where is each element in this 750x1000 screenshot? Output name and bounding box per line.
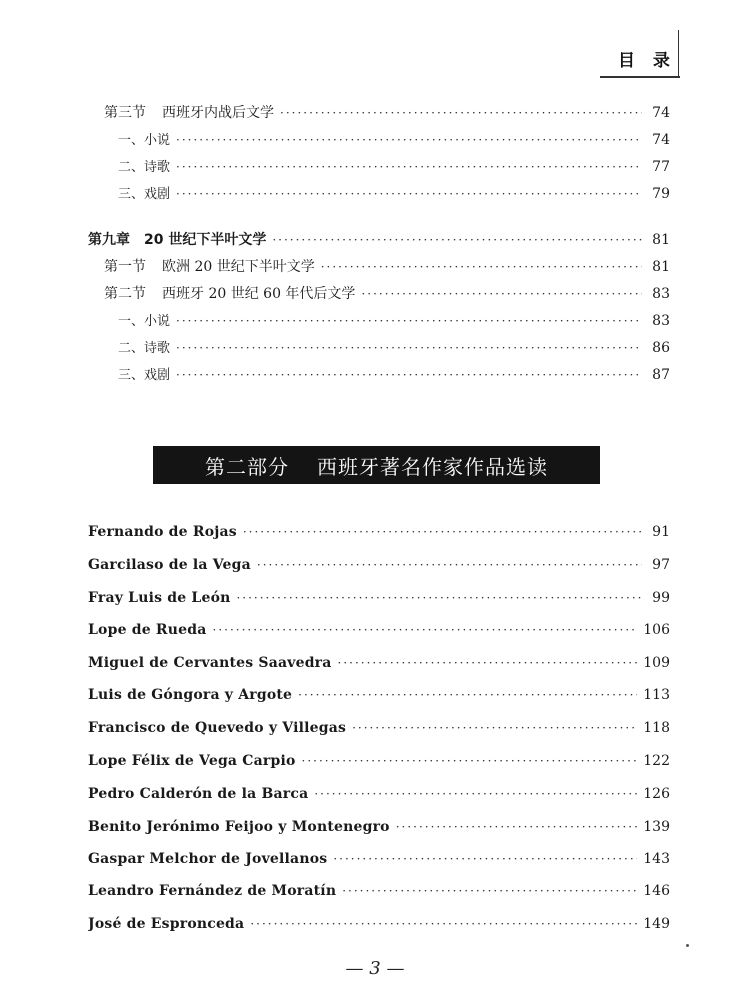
toc-row[interactable] [104, 283, 670, 303]
toc-page-number: 79 [652, 186, 670, 202]
leader-dots [176, 368, 642, 382]
author-row[interactable] [88, 786, 670, 802]
margin-dot [686, 944, 689, 947]
leader-dots [176, 187, 642, 201]
part-title: 西班牙著名作家作品选读 [317, 454, 548, 479]
author-page-number: 97 [652, 557, 670, 573]
author-page-number: 118 [643, 720, 670, 736]
toc-page-number: 77 [652, 159, 670, 175]
leader-dots [176, 160, 642, 174]
author-name: Francisco de Quevedo y Villegas [88, 720, 347, 736]
author-row[interactable] [88, 655, 670, 671]
author-name: Benito Jerónimo Feijoo y Montenegro [88, 819, 390, 835]
author-row[interactable] [88, 916, 670, 932]
toc-page-number: 86 [652, 340, 670, 356]
author-page-number: 109 [643, 655, 670, 671]
author-page-number: 99 [652, 590, 670, 606]
toc-row[interactable] [118, 337, 670, 356]
leader-dots [250, 917, 637, 931]
leader-dots [321, 260, 642, 274]
toc-page-number: 74 [652, 132, 670, 148]
header-rule-horizontal [600, 76, 680, 78]
toc-entry-label: 三、戏剧 [118, 187, 171, 202]
leader-dots [302, 754, 638, 768]
part-two-banner [153, 446, 600, 484]
toc-page-number: 81 [652, 259, 670, 275]
author-row[interactable] [88, 524, 670, 540]
author-row[interactable] [88, 590, 670, 606]
author-name: Garcilaso de la Vega [88, 557, 251, 573]
leader-dots [176, 133, 642, 147]
toc-row[interactable] [104, 102, 670, 122]
toc-chapter-row[interactable] [88, 229, 670, 249]
leader-dots [243, 525, 642, 539]
toc-entry-label: 第二节 西班牙 20 世纪 60 年代后文学 [104, 286, 356, 302]
toc-entry-label: 二、诗歌 [118, 341, 171, 356]
page-header-title: 目 录 [618, 51, 676, 71]
leader-dots [342, 884, 637, 898]
toc-row[interactable] [118, 156, 670, 175]
toc-page-number: 87 [652, 367, 670, 383]
leader-dots [176, 314, 642, 328]
author-name: Pedro Calderón de la Barca [88, 786, 309, 802]
author-page-number: 146 [643, 883, 670, 899]
toc-entry-label: 二、诗歌 [118, 160, 171, 175]
leader-dots [361, 287, 642, 301]
author-page-number: 91 [652, 524, 670, 540]
author-row[interactable] [88, 720, 670, 736]
author-page-number: 113 [643, 687, 670, 703]
page-number-footer: — 3 — [345, 958, 405, 979]
toc-row[interactable] [118, 310, 670, 329]
author-page-number: 106 [643, 622, 670, 638]
leader-dots [338, 656, 638, 670]
leader-dots [213, 623, 638, 637]
leader-dots [236, 591, 642, 605]
author-name: José de Espronceda [88, 916, 245, 932]
author-row[interactable] [88, 622, 670, 638]
author-row[interactable] [88, 883, 670, 899]
toc-page-number: 83 [652, 313, 670, 329]
author-row[interactable] [88, 557, 670, 573]
leader-dots [257, 558, 642, 572]
author-name: Miguel de Cervantes Saavedra [88, 655, 332, 671]
author-page-number: 139 [643, 819, 670, 835]
toc-row[interactable] [118, 183, 670, 202]
leader-dots [272, 233, 642, 247]
author-row[interactable] [88, 753, 670, 769]
author-page-number: 149 [643, 916, 670, 932]
toc-page-number: 83 [652, 286, 670, 302]
toc-page-number: 81 [652, 232, 670, 248]
toc-entry-label: 一、小说 [118, 133, 171, 148]
leader-dots [176, 341, 642, 355]
author-name: Lope Félix de Vega Carpio [88, 753, 296, 769]
leader-dots [333, 852, 637, 866]
toc-page-number: 74 [652, 105, 670, 121]
leader-dots [396, 820, 638, 834]
author-page-number: 122 [643, 753, 670, 769]
author-name: Fernando de Rojas [88, 524, 237, 540]
leader-dots [298, 688, 637, 702]
leader-dots [280, 106, 642, 120]
author-page-number: 126 [643, 786, 670, 802]
author-name: Fray Luis de León [88, 590, 231, 606]
leader-dots [314, 787, 637, 801]
author-name: Gaspar Melchor de Jovellanos [88, 851, 328, 867]
author-row[interactable] [88, 819, 670, 835]
author-page-number: 143 [643, 851, 670, 867]
toc-row[interactable] [118, 364, 670, 383]
toc-entry-label: 第三节 西班牙内战后文学 [104, 105, 274, 121]
toc-entry-label: 一、小说 [118, 314, 171, 329]
toc-entry-label: 三、戏剧 [118, 368, 171, 383]
part-number: 第二部分 [205, 454, 289, 479]
author-name: Lope de Rueda [88, 622, 207, 638]
toc-chapter-label: 第九章 20 世纪下半叶文学 [88, 232, 267, 248]
author-name: Leandro Fernández de Moratín [88, 883, 337, 899]
author-row[interactable] [88, 851, 670, 867]
author-name: Luis de Góngora y Argote [88, 687, 293, 703]
toc-entry-label: 第一节 欧洲 20 世纪下半叶文学 [104, 259, 315, 275]
leader-dots [352, 721, 637, 735]
toc-row[interactable] [118, 129, 670, 148]
header-rule-vertical [678, 30, 679, 78]
toc-row[interactable] [104, 256, 670, 276]
author-row[interactable] [88, 687, 670, 703]
